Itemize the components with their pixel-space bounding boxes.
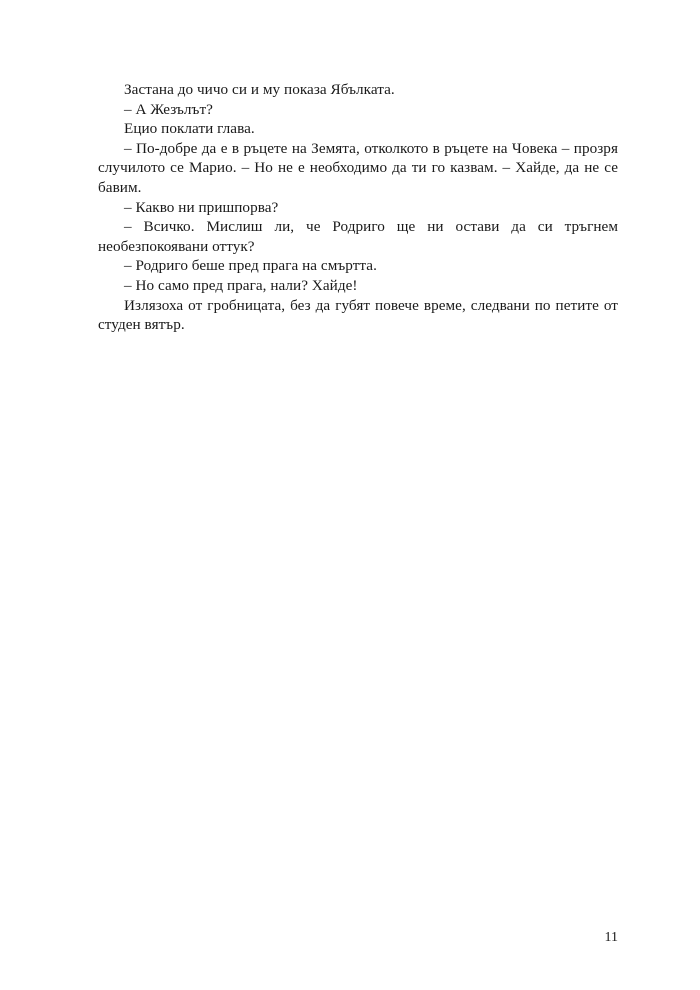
paragraph: Застана до чичо си и му показа Ябълката.: [124, 81, 395, 98]
paragraph: – А Жезълът?: [124, 100, 213, 118]
paragraph: – По-добре да е в ръцете на Земята, отколкото в ръцете на Човека – прозря случилото се Марио. – Но не е необходимо да ти го казвам. – Хайде, да не се бавим.: [98, 139, 618, 196]
page-number: 11: [604, 930, 618, 945]
paragraph: – Но само пред прага, нали? Хайде!: [124, 276, 358, 294]
body-text: [98, 80, 618, 335]
paragraph: – Всичко. Мислиш ли, че Родриго ще ни остави да си тръгнем необезпокоявани оттук?: [98, 218, 618, 255]
paragraph: – Родриго беше пред прага на смъртта.: [124, 257, 377, 275]
paragraph: – Какво ни пришпорва?: [124, 198, 279, 216]
paragraph: Ецио поклати глава.: [124, 120, 255, 138]
paragraph: Излязоха от гробницата, без да губят повече време, следвани по петите от студен вятър.: [98, 296, 618, 334]
